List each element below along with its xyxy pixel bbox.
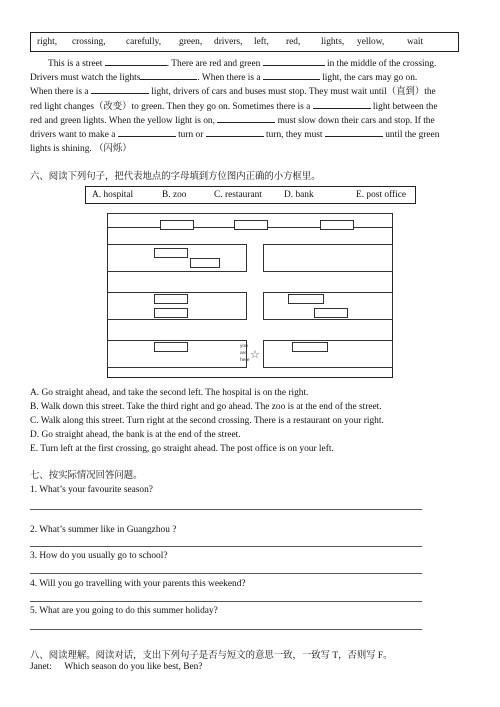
answer-box[interactable]: [288, 294, 324, 304]
section-6-title: 六、阅读下列句子，把代表地点的字母填到方位图内正确的小方框里。: [30, 172, 321, 182]
place-option: D. bank: [284, 190, 314, 200]
map-block: [263, 244, 393, 272]
direction-sentence: A. Go straight ahead, and take the second left. The hospital is on the right.: [30, 388, 309, 398]
passage-line: When there is a light, drivers of cars and buses must stop. They must wait until（直到）the: [30, 87, 436, 98]
question: 5. What are you going to do this summer holiday?: [30, 606, 218, 616]
question: 3. How do you usually go to school?: [30, 551, 168, 561]
direction-sentence: B. Walk down this street. Take the third right and go ahead. The zoo is at the end of the street.: [30, 402, 382, 412]
star-icon: ☆: [250, 349, 260, 361]
question: 1. What’s your favourite season?: [30, 485, 153, 495]
you-are-here-label: you are here: [240, 344, 250, 363]
answer-blank[interactable]: [217, 114, 275, 123]
word-bank-item: wait: [407, 37, 424, 47]
answer-box[interactable]: [160, 220, 194, 230]
word-bank-item: green,: [179, 37, 203, 47]
answer-line[interactable]: [30, 629, 422, 630]
passage-line: red and green lights. When the yellow light is on, must slow down their cars and stop. If the: [30, 115, 435, 126]
answer-box[interactable]: [320, 220, 354, 230]
answer-box[interactable]: [154, 248, 188, 258]
word-bank-item: carefully,: [126, 37, 162, 47]
direction-sentence: C. Walk along this street. Turn right at the second crossing. There is a restaurant on your right.: [30, 416, 384, 426]
answer-box[interactable]: [154, 294, 188, 304]
passage-line: This is a street . There are red and green in the middle of the crossing.: [48, 59, 437, 69]
section-8-title: 八、阅读理解。阅读对话，支出下列句子是否与短文的意思一致，一致写 T，否则写 F。: [30, 651, 393, 661]
passage-line: Drivers must watch the lights . When there is a light, the cars may go on.: [30, 73, 418, 84]
word-bank-item: lights,: [321, 37, 345, 47]
direction-sentence: D. Go straight ahead, the bank is at the end of the street.: [30, 430, 241, 440]
map-block: [263, 340, 393, 368]
answer-blank[interactable]: [263, 57, 325, 66]
passage-line: red light changes（改变）to green. Then they go on. Sometimes there is a light between the: [30, 101, 438, 112]
direction-map: [107, 213, 393, 378]
place-option: C. restaurant: [214, 190, 262, 200]
answer-blank[interactable]: [313, 100, 371, 109]
word-bank-item: drivers,: [214, 37, 243, 47]
section-7-title: 七、按实际情况回答问题。: [30, 471, 143, 481]
answer-box[interactable]: [314, 308, 348, 318]
word-bank-item: right,: [37, 37, 58, 47]
answer-line[interactable]: [30, 573, 422, 574]
answer-line[interactable]: [30, 509, 422, 510]
answer-box[interactable]: [154, 308, 188, 318]
answer-box[interactable]: [234, 220, 268, 230]
dialogue-text: Which season do you like best, Ben?: [64, 662, 203, 672]
answer-blank[interactable]: [105, 57, 167, 66]
question: 4. Will you go travelling with your parents this weekend?: [30, 579, 246, 589]
word-bank-item: crossing,: [72, 37, 106, 47]
dialogue-line: [30, 662, 202, 672]
answer-box[interactable]: [154, 342, 188, 352]
direction-sentence: E. Turn left at the first crossing, go straight ahead. The post office is on your left.: [30, 444, 334, 454]
word-bank-box: [30, 32, 459, 52]
passage-line: drivers want to make a turn or turn, they must until the green: [30, 130, 440, 141]
answer-blank[interactable]: [325, 128, 383, 137]
place-options-box: [85, 186, 416, 204]
word-bank-item: red,: [286, 37, 301, 47]
speaker-name: Janet:: [30, 662, 52, 672]
answer-blank[interactable]: [206, 128, 264, 137]
answer-blank[interactable]: [140, 71, 197, 80]
cloze-passage: [30, 57, 468, 156]
answer-box[interactable]: [292, 342, 328, 352]
answer-blank[interactable]: [118, 128, 176, 137]
place-option: E. post office: [356, 190, 407, 200]
answer-line[interactable]: [30, 546, 422, 547]
answer-blank[interactable]: [263, 71, 320, 80]
place-option: B. zoo: [162, 190, 187, 200]
word-bank-item: yellow,: [357, 37, 385, 47]
question: 2. What’s summer like in Guangzhou ?: [30, 525, 177, 535]
answer-box[interactable]: [190, 258, 220, 268]
answer-blank[interactable]: [91, 85, 149, 94]
answer-line[interactable]: [30, 601, 422, 602]
passage-line: lights is shining. （闪烁）: [30, 144, 132, 155]
word-bank-item: left,: [254, 37, 269, 47]
place-option: A. hospital: [92, 190, 134, 200]
